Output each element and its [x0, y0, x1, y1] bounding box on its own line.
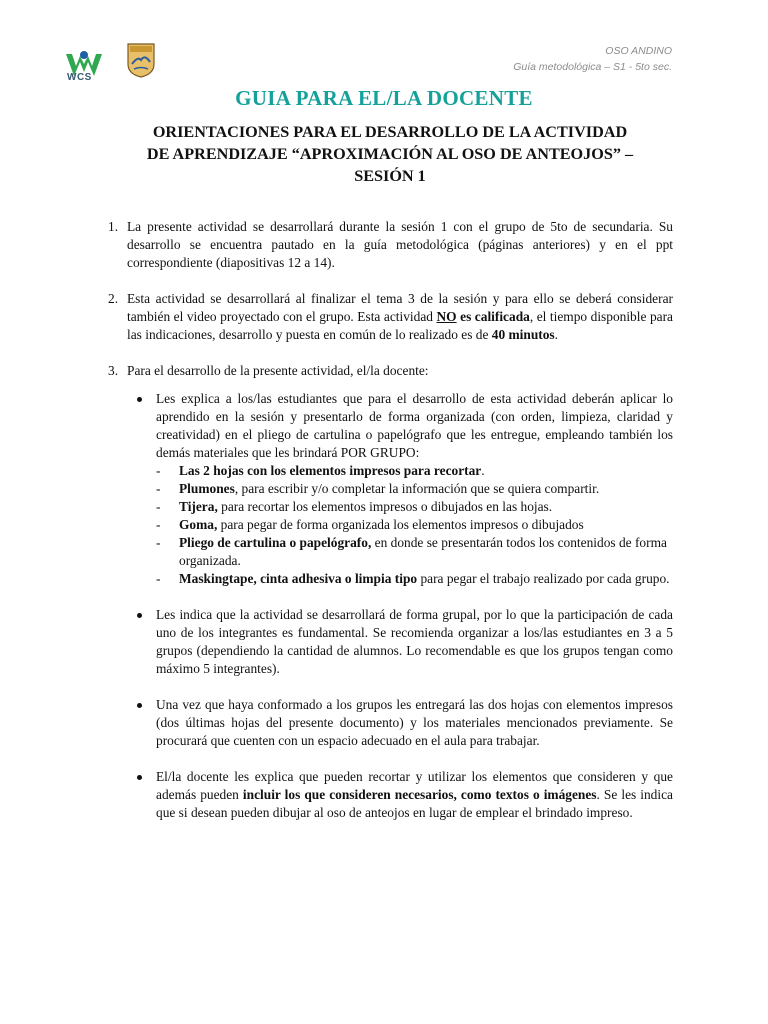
numbered-item-3 — [108, 362, 673, 380]
item-text: La presente actividad se desarrollará durante la sesión 1 con el grupo de 5to de secundaria. Su desarrollo se encuentra pautado en la guía metodológica (páginas anteriores) y en el ppt correspondiente (diapositivas 12 a 14). — [127, 219, 673, 270]
item-emphasis-calificada: es calificada — [456, 309, 530, 324]
item-text-end: . — [554, 327, 558, 342]
bullet-item-2 — [137, 606, 673, 678]
bullet-item-3 — [137, 696, 673, 750]
header-meta — [513, 43, 672, 75]
bullet-item-1 — [137, 390, 673, 588]
bullet-dot — [137, 775, 142, 780]
bullet-dot — [137, 397, 142, 402]
header-guide: Guía metodológica – S1 - 5to sec. — [513, 61, 672, 73]
document-body — [108, 218, 673, 840]
item-emphasis-time: 40 minutos — [491, 327, 555, 342]
material-item: - Las 2 hojas con los elementos impresos para recortar. — [156, 463, 485, 478]
subtitle-line-1: ORIENTACIONES PARA EL DESARROLLO DE LA ACTIVIDAD — [152, 123, 628, 141]
bullet-text: Les indica que la actividad se desarrollará de forma grupal, por lo que la participación de cada uno de los integrantes es fundamental. Se recomienda organizar a los/las estudiantes en 3 a 5 grupos (dependiendo la cantidad de alumnos. Lo recomendable es que los grupos tengan como máximo 5 integrantes). — [156, 607, 673, 676]
item-number: 2. — [108, 291, 119, 306]
wcs-logo-text: WCS — [67, 72, 92, 83]
page-subtitle — [110, 121, 670, 187]
materials-list — [156, 462, 673, 588]
material-item: - Maskingtape, cinta adhesiva o limpia tipo para pegar el trabajo realizado por cada grupo. — [156, 571, 670, 586]
item-text: Esta actividad se desarrollará al finalizar el tema 3 de la sesión y para ello se deberá considerar también el video proyectado con el grupo. Esta actividad — [127, 291, 673, 324]
bullet-text: Una vez que haya conformado a los grupos les entregará las dos hojas con elementos impresos (dos últimas hojas del presente documento) y los materiales mencionados previamente. Se procurará que cuenten con un espacio adecuado en el aula para trabajar. — [156, 697, 673, 748]
usfws-shield-icon — [126, 42, 156, 78]
material-item: - Goma, para pegar de forma organizada los elementos impresos o dibujados — [156, 517, 584, 532]
bullet-list — [108, 390, 673, 822]
item-text-cont: , el tiempo disponible para las indicaciones, desarrollo y puesta en común de lo realizado es de — [127, 309, 673, 342]
item-emphasis-no: NO — [436, 309, 457, 324]
page-title: GUIA PARA EL/LA DOCENTE — [235, 86, 533, 110]
bullet-text: Les explica a los/las estudiantes que para el desarrollo de esta actividad deberán aplicar lo aprendido en la sesión y presentarlo de forma organizada (con orden, limpieza, claridad y creatividad) en el pliego de cartulina o papelógrafo que les entregue, empleando también los demás materiales que les brindará POR GRUPO: — [156, 391, 673, 460]
item-text: Para el desarrollo de la presente actividad, el/la docente: — [127, 363, 429, 378]
bullet-item-4 — [137, 768, 673, 822]
subtitle-line-3: SESIÓN 1 — [354, 167, 426, 185]
header-project: OSO ANDINO — [605, 45, 672, 57]
bullet-dot — [137, 703, 142, 708]
material-item: - Tijera, para recortar los elementos impresos o dibujados en las hojas. — [156, 499, 553, 514]
page-header — [0, 0, 768, 90]
item-number: 3. — [108, 363, 119, 378]
numbered-item-2 — [108, 290, 673, 344]
bullet-text: El/la docente les explica que pueden recortar y utilizar los elementos que consideren y que además pueden incluir los que consideren necesarios, como textos o imágenes. Se les indica que si desean pueden dibujar al oso de anteojos en lugar de emplear el brindado impreso. — [156, 769, 673, 820]
item-number: 1. — [108, 219, 119, 234]
subtitle-line-2: DE APRENDIZAJE “APROXIMACIÓN AL OSO DE ANTEOJOS” – — [146, 145, 634, 163]
material-item: - Plumones, para escribir y/o completar la información que se quiera compartir. — [156, 481, 600, 496]
bullet-dot — [137, 613, 142, 618]
numbered-item-1 — [108, 218, 673, 272]
material-item: - Pliego de cartulina o papelógrafo, en donde se presentarán todos los contenidos de forma organizada. — [156, 535, 667, 568]
